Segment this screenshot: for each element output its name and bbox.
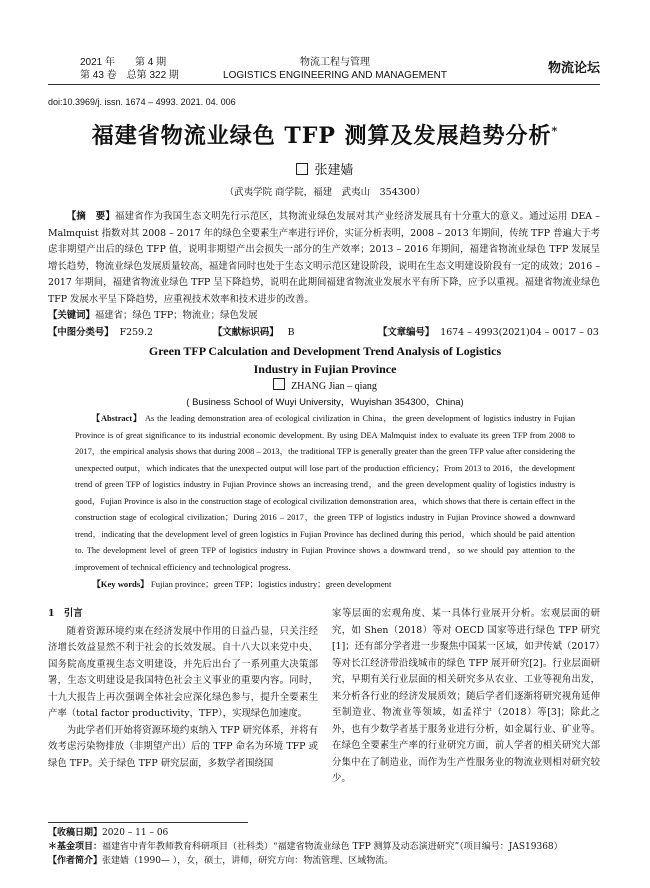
body-paragraph-2: 为此学者们开始将资源环境约束纳入 TFP 研究体系，并将有效考虑污染物排放（非期望产出）后的 TFP 命名为环境 TFP 或绿色 TFP。关于绿色 TFP 研究层面，多数学者围绕国 — [48, 724, 318, 769]
title-en-line-2: Industry in Fujian Province — [253, 362, 397, 376]
keywords-en: 【Key words】 Fujian province；green TFP；logistics industry；green development — [92, 579, 392, 589]
section-1-heading: 1 引言 — [48, 608, 83, 619]
abstract-en — [75, 411, 575, 593]
footnote-received: 【收稿日期】2020 – 11 – 06 — [48, 828, 169, 838]
doc-code: 【文献标识码】 B — [213, 326, 295, 338]
title-cn: 福建省物流业绿色 TFP 测算及发展趋势分析* — [91, 123, 559, 149]
footnotes — [48, 826, 600, 868]
abstract-cn — [48, 209, 600, 342]
affiliation-cn: （武夷学院 商学院，福建 武夷山 354300） — [224, 187, 426, 198]
author-marker-icon — [296, 163, 308, 175]
body-paragraph-1: 随着资源环境约束在经济发展中作用的日益凸显，只关注经济增长效益显然不利于社会的长效发展。自十八大以来党中央、国务院高度重视生态文明建设，并先后出台了一系列重大决策部署，生态文明建设是我国特色社会主义事业的重要内容。同时，十九大报告上再次强调全体社会应深化绿色参与，提升全要素生产率（total factor productivity，TFP），实现绿色加速度。 — [48, 625, 318, 719]
footnote-author: 【作者简介】张建嫱（1990— ），女，硕士，讲师，研究方向：物流管理、区域物流。 — [48, 856, 394, 866]
body-left-column — [48, 606, 318, 772]
header-volume-total: 第 43 卷 总第 322 期 — [80, 70, 179, 81]
affiliation-en: ( Business School of Wuyi University，Wuyishan 354300，China) — [186, 397, 464, 408]
article-number: 【文章编号】 1674 – 4993(2021)04 – 0017 – 03 — [378, 326, 599, 338]
author-cn: 张建嫱 — [0, 159, 650, 178]
body-paragraph-3: 家等层面的宏观角度、某一具体行业展开分析。宏观层面的研究，如 Shen（2018）等对 OECD 国家等进行绿色 TFP 研究[1]；还有部分学者进一步聚焦中国某一区域，如尹传斌（2017）等对长江经济带沿线城市的绿色 TFP 展开研究[2]。行业层面研究，早期有关行业层面的相关研究多从农业、工业等视角出发，来分析各行业的经济发展质效；随后学者们逐渐将研究视角延伸至制造业、物流业等领域，如孟祥宁（2018）等[3]；除此之外，也有少数学者基于服务业进行分析，如金属行业、矿业等。在绿色全要素生产率的行业研究方面，前人学者的相关研究大部分集中在了制造业，而作为生产性服务业的物流业则相对研究较少。 — [332, 608, 600, 784]
footnote-rule — [48, 822, 248, 823]
clc-number: 【中图分类号】 F259.2 — [48, 326, 153, 338]
author-en-marker-icon — [273, 378, 285, 390]
header-column: 物流论坛 — [547, 60, 600, 75]
body-right-column — [332, 606, 600, 788]
header-year-issue: 2021 年 第 4 期 — [80, 57, 167, 68]
author-en: ZHANG Jian – qiang — [0, 378, 650, 392]
abstract-cn-text: 【摘 要】福建省作为我国生态文明先行示范区，其物流业绿色发展对其产业经济发展具有十分重大的意义。通过运用 DEA – Malmquist 指数对其 2008 – 2017 年的绿色全要素生产率进行评价，实证分析表明，2008 – 2013 年期间，传统 TFP 普遍大于考虑非期望产出后的绿色 TFP 值，说明非期望产出会损失一部分的生产效率；2013 – 2016 年期间，福建省物流业绿色 TFP 发展呈增长趋势，物流业绿色发展质量较高，福建省同时也处于生态文明示范区建设阶段，说明在生态文明建设阶段有一定的成效；2016 – 2017 年期间，福建省物流业绿色 TFP 呈下降趋势，说明在此期间福建省物流业发展水平有所下降，应予以重视。福建省物流业绿色 TFP 发展水平呈下降趋势，应重视技术效率和技术进步的改善。 — [48, 211, 600, 305]
header-journal-cn: 物流工程与管理 — [300, 57, 370, 68]
footnote-fund: ＊基金项目：福建省中青年教师教育科研项目（社科类）“福建省物流业绿色 TFP 测算及动态演进研究”（项目编号：JAS19368） — [48, 842, 563, 852]
keywords-cn: 【关键词】福建省；绿色 TFP；物流业；绿色发展 — [48, 310, 258, 321]
header-journal-en: LOGISTICS ENGINEERING AND MANAGEMENT — [223, 70, 447, 81]
title-footnote-mark: * — [551, 124, 559, 138]
abstract-en-text: 【Abstract】 As the leading demonstration area of ecological civilization in China，the green development of logistics industry in Fujian Province is of great significance to its industrial economic development. By using DEA Malmquist index to evaluate its green TFP from 2008 to 2017，the empirical analysis shows that during 2008 – 2013，the traditional TFP is generally greater than the green TFP value after considering the unexpected output，which indicates that the unexpected output will lose part of the production efficiency；From 2013 to 2016，the development trend of green TFP of logistics industry in Fujian Province shows an increasing trend，and the green development quality of logistics industry is good，Fujian Province is also in the construction stage of ecological civilization demonstration area，which shows that there is certain effect in the construction stage of ecological civilization；During 2016 – 2017，the green TFP of logistics industry in Fujian Province showed a downward trend，indicating that the development level of green logistics in Fujian Province has declined during this period，which should be paid attention to. The development level of green TFP of logistics industry in Fujian Province shows a downward trend，so we should pay attention to the improvement of technical efficiency and technological progress. — [75, 414, 576, 572]
header-rule — [48, 84, 600, 85]
doi: doi:10.3969/j. issn. 1674 – 4993. 2021. 04. 006 — [48, 97, 236, 107]
title-en-line-1: Green TFP Calculation and Development Trend Analysis of Logistics — [148, 344, 502, 358]
classification-row — [48, 325, 600, 342]
